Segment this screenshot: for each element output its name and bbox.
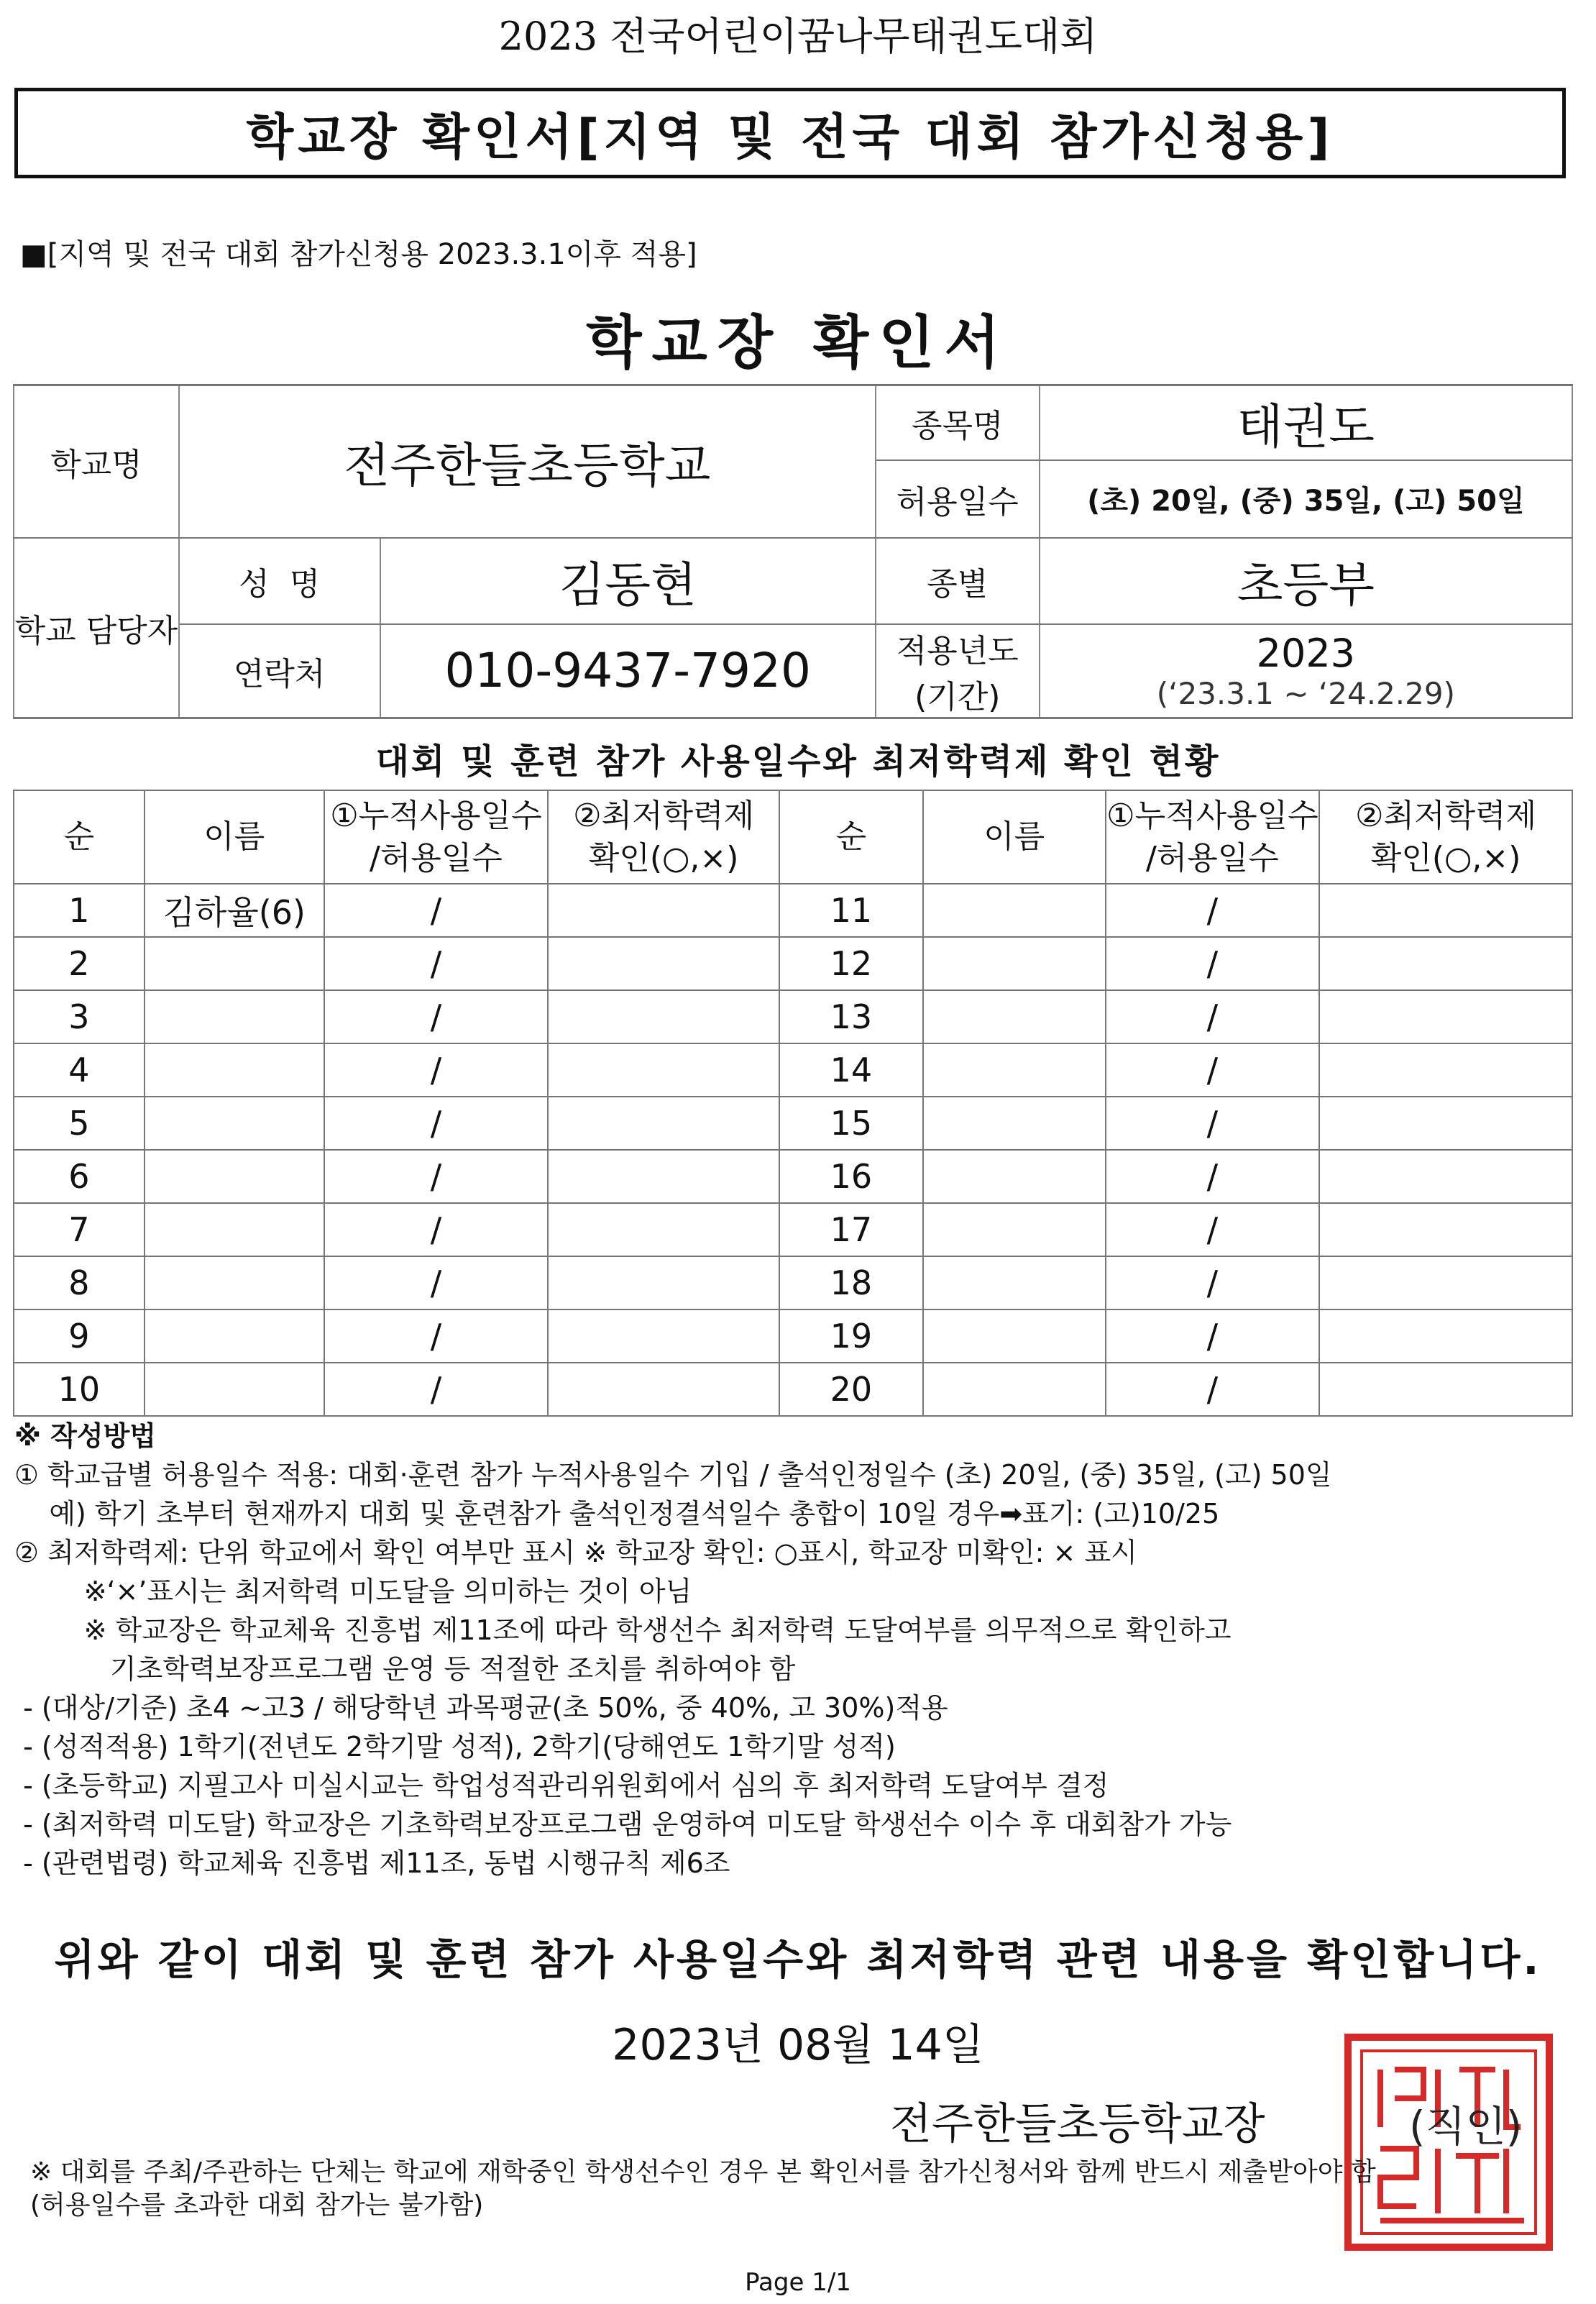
instruction-line: ② 최저학력제: 단위 학교에서 확인 여부만 표시 ※ 학교장 확인: ○표시, 학교장 미확인: × 표시 <box>14 1537 1137 1568</box>
instruction-line: - (관련법령) 학교체육 진흥법 제11조, 동법 시행규칙 제6조 <box>14 1847 730 1879</box>
row-days: / <box>1106 884 1320 937</box>
year-label-line1: 적용년도 <box>896 632 1019 669</box>
table-row <box>14 884 1572 937</box>
row-days: / <box>324 884 549 937</box>
row-min-check <box>548 1150 779 1203</box>
row-name <box>923 1150 1106 1203</box>
row-no: 1 <box>14 884 145 937</box>
row-no: 14 <box>779 1043 923 1097</box>
row-min-check <box>548 1363 779 1416</box>
sport-label: 종목명 <box>876 385 1040 460</box>
col-min-header-right <box>1319 790 1572 884</box>
row-name <box>923 1309 1106 1363</box>
row-days: / <box>1106 937 1320 990</box>
row-name <box>145 1043 324 1097</box>
table-row <box>14 1097 1572 1150</box>
row-min-check <box>548 937 779 990</box>
row-min-check <box>548 1097 779 1150</box>
year-label-line2: (기간) <box>914 678 1001 716</box>
year-cell <box>1040 624 1572 718</box>
row-no: 8 <box>14 1256 145 1309</box>
row-name <box>145 1363 324 1416</box>
row-days: / <box>1106 1256 1320 1309</box>
row-min-check <box>1319 1203 1572 1256</box>
form-header: 학교장 확인서[지역 및 전국 대회 참가신청용] <box>14 88 1566 178</box>
row-days: / <box>1106 1150 1320 1203</box>
instruction-line: ※‘×’표시는 최저학력 미도달을 의미하는 것이 아님 <box>14 1576 692 1607</box>
table-header-row <box>14 790 1572 884</box>
row-name <box>923 1203 1106 1256</box>
col-min-header-line1: ②최저학력제 <box>573 797 755 834</box>
year-label <box>876 624 1040 718</box>
table-row <box>14 1150 1572 1203</box>
col-days-header-right <box>1106 790 1320 884</box>
table-row <box>14 1256 1572 1309</box>
row-no: 20 <box>779 1363 923 1416</box>
row-name <box>145 1150 324 1203</box>
row-min-check <box>548 1043 779 1097</box>
table-row <box>14 990 1572 1043</box>
row-no: 11 <box>779 884 923 937</box>
col-name-header-right: 이름 <box>923 790 1106 884</box>
instruction-line: ※ 학교장은 학교체육 진흥법 제11조에 따라 학생선수 최저학력 도달여부를 의무적으로 확인하고 <box>14 1614 1232 1646</box>
info-table <box>13 384 1573 719</box>
col-name-header: 이름 <box>145 790 324 884</box>
row-days: / <box>1106 1043 1320 1097</box>
year-value: 2023 <box>1256 630 1356 676</box>
division-value: 초등부 <box>1040 538 1572 624</box>
issue-date: 2023년 08월 14일 <box>612 2020 984 2070</box>
instruction-line: - (초등학교) 지필고사 미실시교는 학업성적관리위원회에서 심의 후 최저학력 도달여부 결정 <box>14 1770 1109 1801</box>
row-min-check <box>548 990 779 1043</box>
row-no: 2 <box>14 937 145 990</box>
principal-name: 전주한들초등학교장 <box>890 2099 1265 2149</box>
row-name <box>923 1097 1106 1150</box>
col-no-header: 순 <box>14 790 145 884</box>
seal-label: (직인) <box>1409 2102 1523 2151</box>
col-days-header-right-line2: /허용일수 <box>1145 840 1279 877</box>
row-min-check <box>1319 884 1572 937</box>
name-value: 김동현 <box>380 538 876 624</box>
row-days: / <box>324 1256 549 1309</box>
phone-value: 010-9437-7920 <box>380 624 876 718</box>
row-min-check <box>548 1309 779 1363</box>
row-days: / <box>324 937 549 990</box>
row-name <box>923 1043 1106 1097</box>
row-days: / <box>1106 990 1320 1043</box>
row-no: 13 <box>779 990 923 1043</box>
row-no: 18 <box>779 1256 923 1309</box>
row-no: 10 <box>14 1363 145 1416</box>
col-min-header-right-line1: ②최저학력제 <box>1355 797 1537 834</box>
event-title: 2023 전국어린이꿈나무태권도대회 <box>498 14 1098 59</box>
footnote <box>30 2156 1569 2222</box>
instruction-line: 기초학력보장프로그램 운영 등 적절한 조치를 취하여야 함 <box>14 1653 796 1685</box>
row-no: 6 <box>14 1150 145 1203</box>
row-days: / <box>324 990 549 1043</box>
row-min-check <box>1319 990 1572 1043</box>
instruction-line: 예) 학기 초부터 현재까지 대회 및 훈련참가 출석인정결석일수 총합이 10일 경우➡표기: (고)10/25 <box>14 1498 1220 1530</box>
row-days: / <box>1106 1363 1320 1416</box>
table-row <box>14 1309 1572 1363</box>
col-days-header <box>324 790 549 884</box>
table-row <box>14 937 1572 990</box>
row-min-check <box>548 1256 779 1309</box>
row-name <box>145 937 324 990</box>
notice-line: ■[지역 및 전국 대회 참가신청용 2023.3.1이후 적용] <box>20 238 697 271</box>
row-min-check <box>548 884 779 937</box>
instruction-line: - (성적적용) 1학기(전년도 2학기말 성적), 2학기(당해연도 1학기말 성적) <box>14 1731 896 1763</box>
participation-table <box>13 790 1573 1417</box>
row-name <box>145 990 324 1043</box>
row-name <box>923 990 1106 1043</box>
phone-label: 연락처 <box>179 624 380 718</box>
row-no: 3 <box>14 990 145 1043</box>
allowed-days-value: (초) 20일, (중) 35일, (고) 50일 <box>1040 460 1572 538</box>
footnote-line1: ※ 대회를 주최/주관하는 단체는 학교에 재학중인 학생선수인 경우 본 확인서를 참가신청서와 함께 반드시 제출받아야 함 <box>30 2157 1376 2187</box>
footnote-line2: (허용일수를 초과한 대회 참가는 불가함) <box>30 2190 484 2220</box>
row-name <box>145 1309 324 1363</box>
row-days: / <box>1106 1309 1320 1363</box>
row-days: / <box>324 1203 549 1256</box>
row-min-check <box>1319 1150 1572 1203</box>
row-name <box>145 1203 324 1256</box>
table-row <box>14 1363 1572 1416</box>
row-days: / <box>324 1309 549 1363</box>
row-name <box>145 1097 324 1150</box>
sport-value: 태권도 <box>1040 385 1572 460</box>
year-period: (‘23.3.1 ~ ‘24.2.29) <box>1156 675 1455 711</box>
row-name <box>923 884 1106 937</box>
row-days: / <box>324 1097 549 1150</box>
school-name-value: 전주한들초등학교 <box>179 385 876 538</box>
table-row <box>14 1043 1572 1097</box>
row-min-check <box>1319 1043 1572 1097</box>
row-days: / <box>1106 1097 1320 1150</box>
confirmation-statement: 위와 같이 대회 및 훈련 참가 사용일수와 최저학력 관련 내용을 확인합니다. <box>54 1935 1542 1984</box>
table-row <box>14 1203 1572 1256</box>
page-number: Page 1/1 <box>745 2268 851 2297</box>
row-name <box>145 1256 324 1309</box>
row-no: 7 <box>14 1203 145 1256</box>
row-no: 16 <box>779 1150 923 1203</box>
row-no: 19 <box>779 1309 923 1363</box>
row-no: 9 <box>14 1309 145 1363</box>
document-title: 학교장 확인서 <box>586 309 1010 376</box>
row-name <box>923 1256 1106 1309</box>
col-days-header-right-line1: ①누적사용일수 <box>1106 797 1318 834</box>
row-min-check <box>548 1203 779 1256</box>
row-days: / <box>324 1363 549 1416</box>
row-no: 15 <box>779 1097 923 1150</box>
col-no-header-right: 순 <box>779 790 923 884</box>
name-label: 성 명 <box>179 538 380 624</box>
row-min-check <box>1319 1256 1572 1309</box>
row-min-check <box>1319 937 1572 990</box>
division-label: 종별 <box>876 538 1040 624</box>
school-name-label: 학교명 <box>14 385 179 538</box>
instructions <box>14 1417 1560 1883</box>
row-name <box>923 937 1106 990</box>
row-name: 김하율(6) <box>145 884 324 937</box>
row-no: 12 <box>779 937 923 990</box>
row-min-check <box>1319 1309 1572 1363</box>
row-days: / <box>324 1150 549 1203</box>
row-min-check <box>1319 1097 1572 1150</box>
allowed-days-label: 허용일수 <box>876 460 1040 538</box>
instruction-line: ① 학교급별 허용일수 적용: 대회·훈련 참가 누적사용일수 기입 / 출석인정일수 (초) 20일, (중) 35일, (고) 50일 <box>14 1459 1332 1491</box>
col-min-header-right-line2: 확인(○,×) <box>1370 840 1521 877</box>
col-min-header-line2: 확인(○,×) <box>588 840 739 877</box>
row-name <box>923 1363 1106 1416</box>
instruction-line: - (최저학력 미도달) 학교장은 기초학력보장프로그램 운영하여 미도달 학생선수 이수 후 대회참가 가능 <box>14 1809 1232 1840</box>
instruction-line: - (대상/기준) 초4 ~고3 / 해당학년 과목평균(초 50%, 중 40%, 고 30%)적용 <box>14 1692 948 1724</box>
contact-person-label: 학교 담당자 <box>14 538 179 718</box>
section-title: 대회 및 훈련 참가 사용일수와 최저학력제 확인 현황 <box>375 741 1221 782</box>
row-no: 4 <box>14 1043 145 1097</box>
row-days: / <box>324 1043 549 1097</box>
row-no: 5 <box>14 1097 145 1150</box>
col-days-header-line1: ①누적사용일수 <box>330 797 542 834</box>
row-days: / <box>1106 1203 1320 1256</box>
instructions-heading: ※ 작성방법 <box>14 1420 157 1452</box>
col-min-header <box>548 790 779 884</box>
row-min-check <box>1319 1363 1572 1416</box>
row-no: 17 <box>779 1203 923 1256</box>
col-days-header-line2: /허용일수 <box>370 840 503 877</box>
